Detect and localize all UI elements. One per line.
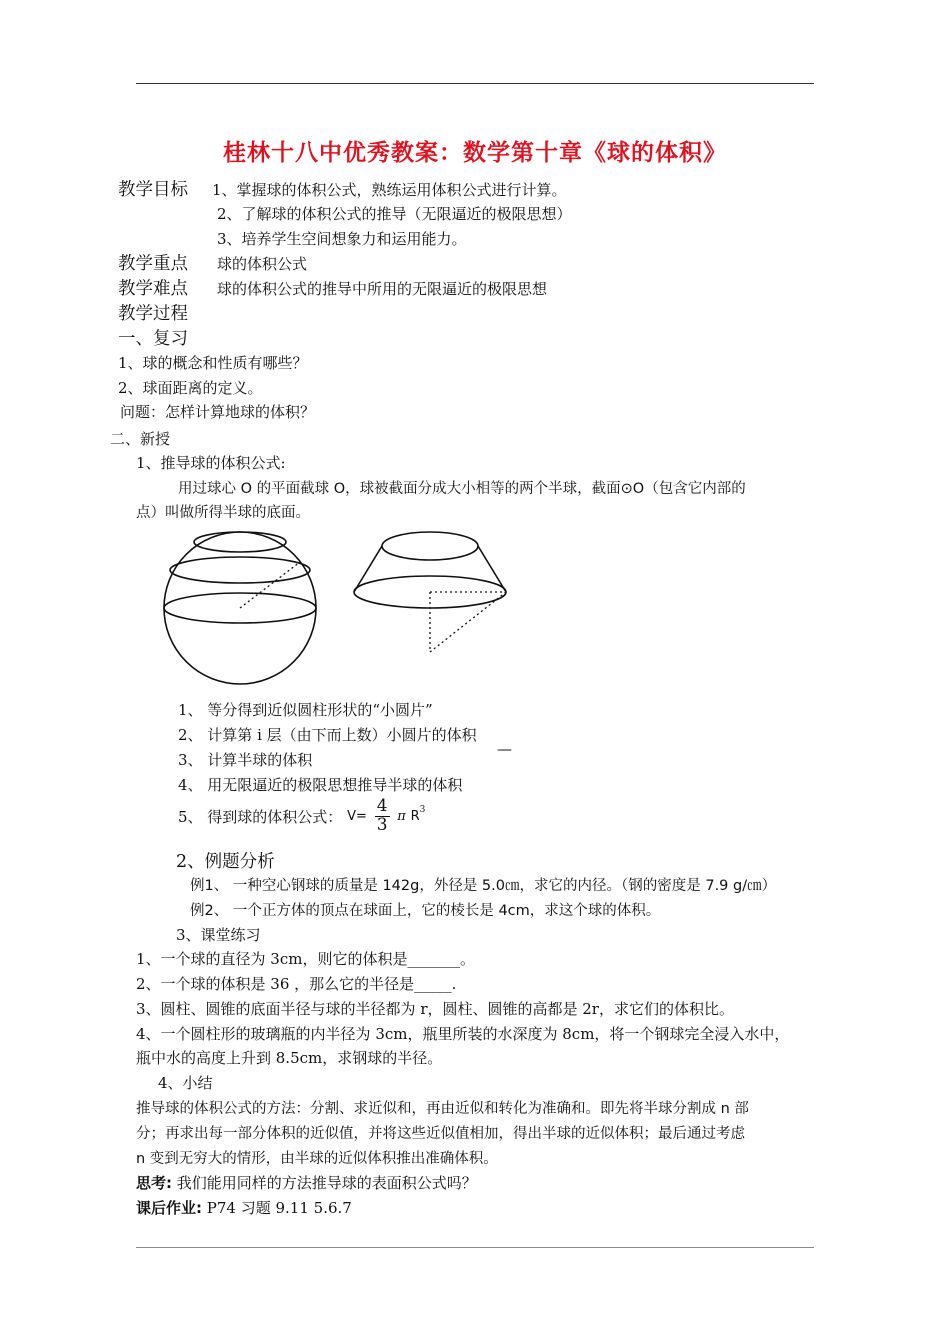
- paragraph-line: 点）叫做所得半球的底面。: [136, 505, 310, 521]
- pi-symbol: π: [397, 808, 406, 824]
- new-lesson-heading: 二、新授: [110, 430, 171, 448]
- frustum-side-right: [478, 546, 506, 592]
- step5-prefix: 5、 得到球的体积公式：: [178, 807, 343, 826]
- example-item: 例1、 一种空心钢球的质量是 142g，外径是 5.0㎝，求它的内径。（钢的密度是 7.9 g/㎝）: [190, 878, 777, 894]
- practice-item: 3、圆柱、圆锥的底面半径与球的半径都为 r，圆柱、圆锥的高都是 2r，求它们的体积比。: [136, 1000, 734, 1018]
- exponent: 3: [419, 805, 426, 816]
- review-heading: 一、复习: [118, 329, 188, 349]
- practice-heading: 3、课堂练习: [176, 926, 261, 944]
- sphere-figure: [160, 528, 320, 688]
- derivation-step: 3、 计算半球的体积: [178, 751, 313, 769]
- practice-item: 4、一个圆柱形的玻璃瓶的内半径为 3cm，瓶里所装的水深度为 8cm，将一个钢球完全浸入水中，: [136, 1025, 790, 1043]
- radius-symbol: R: [410, 808, 420, 824]
- summary-line: n 变到无穷大的情形，由半球的近似体积推出准确体积。: [136, 1151, 498, 1167]
- frustum-side-left: [354, 546, 382, 592]
- review-item: 1、球的概念和性质有哪些？: [118, 354, 308, 372]
- difficulty-label: 教学难点: [118, 279, 188, 299]
- think-line: [136, 1172, 477, 1193]
- difficulty-text: 球的体积公式的推导中所用的无限逼近的极限思想: [217, 280, 548, 298]
- formula-fraction: [375, 798, 390, 835]
- bottom-rule: [136, 1247, 814, 1248]
- homework-line: [136, 1197, 352, 1218]
- objective-item: 3、培养学生空间想象力和运用能力。: [217, 230, 467, 248]
- example-item: 例2、 一个正方体的顶点在球面上，它的棱长是 4cm，求这个球的体积。: [190, 903, 661, 919]
- derivation-step: 1、 等分得到近似圆柱形状的“小圆片”: [178, 701, 433, 719]
- homework-text: P74 习题 9.11 5.6.7: [206, 1199, 352, 1217]
- practice-item: 1、一个球的直径为 3cm，则它的体积是_______。: [136, 950, 475, 968]
- think-label: 思考:: [136, 1174, 172, 1192]
- summary-line: 分；再求出每一部分体积的近似值，并将这些近似值相加，得出半球的近似体积；最后通过考虑: [136, 1126, 745, 1142]
- objective-item: 1、掌握球的体积公式，熟练运用体积公式进行计算。: [212, 181, 567, 199]
- review-item: 问题：怎样计算地球的体积？: [120, 403, 316, 421]
- formula-lhs: V=: [347, 808, 367, 824]
- paragraph-line: 用过球心 O 的平面截球 O，球被截面分成大小相等的两个半球，截面⊙O（包含它内部的: [178, 481, 746, 497]
- derivation-step: 4、 用无限逼近的极限思想推导半球的体积: [178, 776, 463, 794]
- objective-item: 2、了解球的体积公式的推导（无限逼近的极限思想）: [217, 205, 572, 223]
- radius-line: [240, 562, 300, 608]
- fraction-denominator: 3: [376, 814, 388, 835]
- objectives-label: 教学目标: [118, 180, 188, 200]
- derivation-step: 2、 计算第 i 层（由下而上数）小圆片的体积: [178, 726, 477, 744]
- key-point-label: 教学重点: [118, 254, 188, 274]
- frustum-top: [382, 532, 478, 560]
- summary-heading: 4、小结: [158, 1074, 213, 1092]
- derive-heading: 1、推导球的体积公式:: [136, 454, 286, 472]
- top-slice: [194, 532, 286, 552]
- examples-heading: 2、例题分析: [176, 852, 275, 872]
- fraction-numerator: 4: [376, 796, 388, 816]
- formula-line: [178, 798, 425, 835]
- key-point-text: 球的体积公式: [217, 255, 308, 273]
- practice-item: 瓶中水的高度上升到 8.5cm，求钢球的半径。: [136, 1049, 443, 1067]
- homework-label: 课后作业:: [136, 1199, 202, 1217]
- think-text: 我们能用同样的方法推导球的表面积公式吗？: [176, 1174, 477, 1192]
- summary-line: 推导球的体积公式的方法：分割、求近似和，再由近似和转化为准确和。即先将半球分割成 n 部: [136, 1101, 749, 1117]
- practice-item: 2、一个球的体积是 36 ，那么它的半径是_____.: [136, 975, 457, 993]
- document-title: 桂林十八中优秀教案：数学第十章《球的体积》: [223, 140, 727, 166]
- dash-mark: —: [497, 740, 512, 758]
- frustum-figure: [350, 528, 530, 658]
- review-item: 2、球面距离的定义。: [118, 379, 263, 397]
- top-rule: [136, 83, 814, 84]
- middle-slice: [170, 557, 310, 583]
- process-label: 教学过程: [118, 304, 188, 324]
